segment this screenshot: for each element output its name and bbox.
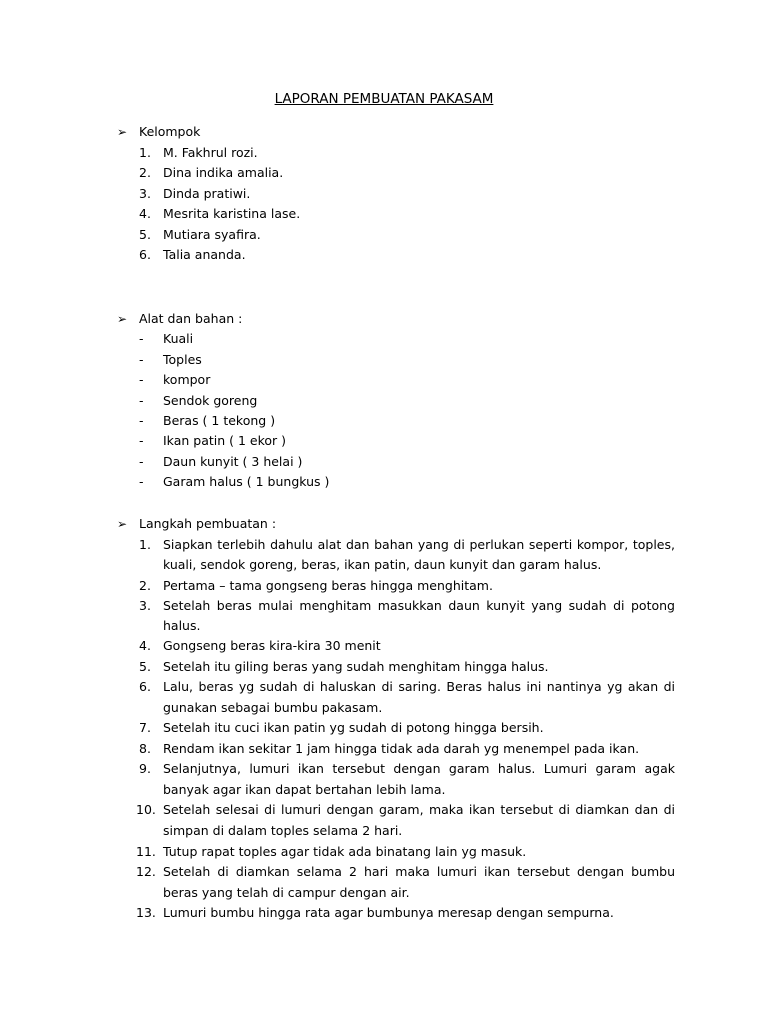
member-name: Talia ananda. <box>163 247 246 262</box>
tool-item: Sendok goreng <box>163 393 258 408</box>
step-number: 13. <box>136 905 156 920</box>
member-name: Dina indika amalia. <box>163 165 284 180</box>
step-text: simpan di dalam toples selama 2 hari. <box>163 823 403 838</box>
list-marker: 3. <box>139 186 151 201</box>
step-number: 7. <box>139 720 151 735</box>
list-marker: - <box>139 352 144 367</box>
tool-item: Ikan patin ( 1 ekor ) <box>163 433 287 448</box>
step-text: Rendam ikan sekitar 1 jam hingga tidak ada darah yg menempel pada ikan. <box>163 741 640 756</box>
step-number: 2. <box>139 578 151 593</box>
list-marker: 1. <box>139 145 151 160</box>
step-text: Selanjutnya, lumuri ikan tersebut dengan garam halus. Lumuri garam agak <box>163 761 675 776</box>
step-text: Siapkan terlebih dahulu alat dan bahan yang di perlukan seperti kompor, toples, <box>163 537 675 552</box>
list-marker: 6. <box>139 247 151 262</box>
step-text: Setelah beras mulai menghitam masukkan daun kunyit yang sudah di potong <box>163 598 675 613</box>
tool-item: Garam halus ( 1 bungkus ) <box>163 474 330 489</box>
list-marker: - <box>139 331 144 346</box>
tool-item: Daun kunyit ( 3 helai ) <box>163 454 303 469</box>
step-number: 4. <box>139 638 151 653</box>
step-number: 12. <box>136 864 156 879</box>
step-number: 1. <box>139 537 151 552</box>
step-number: 10. <box>136 802 156 817</box>
section-heading-kelompok: Kelompok <box>139 124 201 139</box>
tool-item: Kuali <box>163 331 194 346</box>
tool-item: Beras ( 1 tekong ) <box>163 413 276 428</box>
tool-item: Toples <box>163 352 202 367</box>
list-marker: - <box>139 474 144 489</box>
list-marker: - <box>139 393 144 408</box>
step-text: Setelah selesai di lumuri dengan garam, maka ikan tersebut di diamkan dan di <box>163 802 675 817</box>
step-text: Tutup rapat toples agar tidak ada binatang lain yg masuk. <box>163 844 527 859</box>
tool-item: kompor <box>163 372 211 387</box>
step-text: Gongseng beras kira-kira 30 menit <box>163 638 381 653</box>
step-text: Setelah di diamkan selama 2 hari maka lumuri ikan tersebut dengan bumbu <box>163 864 675 879</box>
step-text: gunakan sebagai bumbu pakasam. <box>163 700 383 715</box>
document-title: LAPORAN PEMBUATAN PAKASAM <box>274 91 494 107</box>
step-number: 9. <box>139 761 151 776</box>
step-number: 5. <box>139 659 151 674</box>
list-marker: 2. <box>139 165 151 180</box>
step-number: 3. <box>139 598 151 613</box>
step-text: beras yang telah di campur dengan air. <box>163 885 410 900</box>
bullet-arrow-icon: ➢ <box>117 312 128 326</box>
list-marker: - <box>139 454 144 469</box>
step-text: banyak agar ikan dapat bertahan lebih lama. <box>163 782 446 797</box>
list-marker: - <box>139 372 144 387</box>
section-heading-alat: Alat dan bahan : <box>139 311 243 326</box>
step-number: 6. <box>139 679 151 694</box>
member-name: Mesrita karistina lase. <box>163 206 301 221</box>
step-text: kuali, sendok goreng, beras, ikan patin, daun kunyit dan garam halus. <box>163 557 602 572</box>
step-text: Setelah itu cuci ikan patin yg sudah di potong hingga bersih. <box>163 720 544 735</box>
step-text: Lalu, beras yg sudah di haluskan di saring. Beras halus ini nantinya yg akan di <box>163 679 675 694</box>
step-text: Setelah itu giling beras yang sudah menghitam hingga halus. <box>163 659 549 674</box>
member-name: Dinda pratiwi. <box>163 186 251 201</box>
bullet-arrow-icon: ➢ <box>117 125 128 139</box>
bullet-arrow-icon: ➢ <box>117 517 128 531</box>
step-number: 8. <box>139 741 151 756</box>
step-text: Pertama – tama gongseng beras hingga menghitam. <box>163 578 493 593</box>
step-text: halus. <box>163 618 201 633</box>
list-marker: - <box>139 413 144 428</box>
member-name: Mutiara syafira. <box>163 227 261 242</box>
member-name: M. Fakhrul rozi. <box>163 145 258 160</box>
list-marker: 4. <box>139 206 151 221</box>
step-text: Lumuri bumbu hingga rata agar bumbunya meresap dengan sempurna. <box>163 905 614 920</box>
step-number: 11. <box>136 844 156 859</box>
list-marker: - <box>139 433 144 448</box>
section-heading-langkah: Langkah pembuatan : <box>139 516 277 531</box>
list-marker: 5. <box>139 227 151 242</box>
